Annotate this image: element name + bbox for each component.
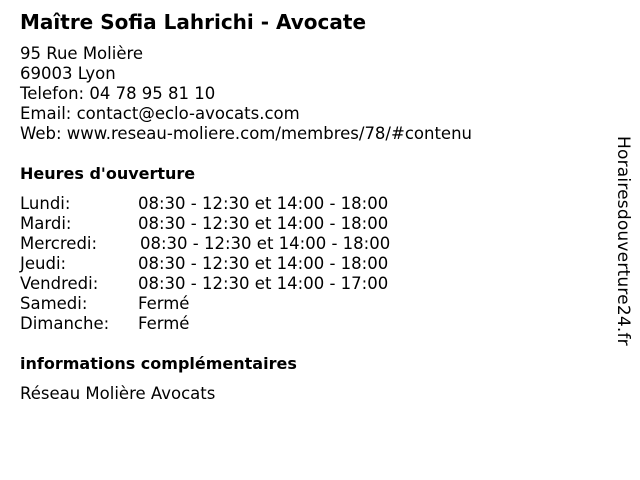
city-address: 69003 Lyon — [20, 64, 116, 83]
brand-watermark — [612, 136, 636, 372]
additional-info-text: Réseau Molière Avocats — [20, 384, 216, 403]
day-label: Samedi: — [20, 294, 88, 313]
day-label: Dimanche: — [20, 314, 110, 333]
day-label: Vendredi: — [20, 274, 99, 293]
phone-number: Telefon: 04 78 95 81 10 — [20, 84, 216, 103]
time-value: Fermé — [138, 314, 190, 333]
page-title: Maître Sofia Lahrichi - Avocate — [20, 10, 367, 34]
street-address: 95 Rue Molière — [20, 44, 144, 63]
opening-hours-heading: Heures d'ouverture — [20, 164, 196, 183]
email-address: Email: contact@eclo-avocats.com — [20, 104, 300, 123]
time-value: 08:30 - 12:30 et 14:00 - 18:00 — [138, 214, 389, 233]
time-value: 08:30 - 12:30 et 14:00 - 18:00 — [138, 194, 389, 213]
time-value: 08:30 - 12:30 et 14:00 - 18:00 — [138, 254, 389, 273]
brand-watermark-text: Horairesdouverture24.fr — [613, 136, 633, 346]
day-label: Jeudi: — [20, 254, 67, 273]
additional-info-heading: informations complémentaires — [20, 354, 297, 373]
website-address: Web: www.reseau-moliere.com/membres/78/#contenu — [20, 124, 472, 143]
contact-block — [20, 44, 472, 144]
time-value: 08:30 - 12:30 et 14:00 - 18:00 — [140, 234, 391, 253]
day-label: Mercredi: — [20, 234, 98, 253]
time-value: 08:30 - 12:30 et 14:00 - 17:00 — [138, 274, 389, 293]
day-label: Lundi: — [20, 194, 71, 213]
day-label: Mardi: — [20, 214, 72, 233]
time-value: Fermé — [138, 294, 190, 313]
